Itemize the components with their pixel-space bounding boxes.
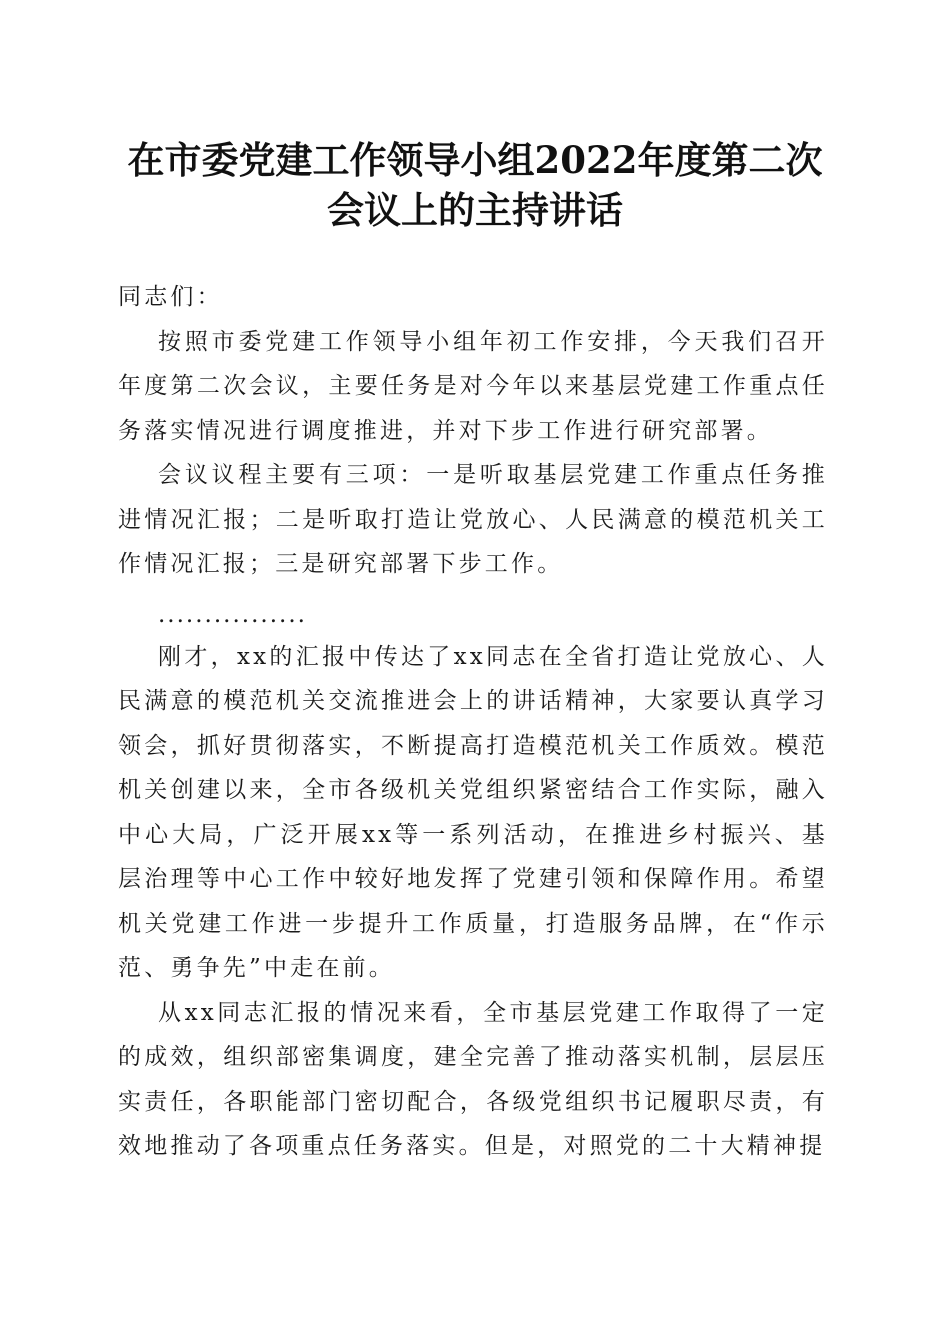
paragraph: 从xx同志汇报的情况来看，全市基层党建工作取得了一定的成效，组织部密集调度，建全完善了推动落实机制，层层压实责任，各职能部门密切配合，各级党组织书记履职尽责，有效地推动了各项重点任务落实。但是，对照党的二十大精神提 [118, 999, 828, 1159]
salutation: 同志们： [118, 284, 223, 310]
paragraph: 会议议程主要有三项：一是听取基层党建工作重点任务推进情况汇报；二是听取打造让党放心、人民满意的模范机关工作情况汇报；三是研究部署下步工作。 [118, 462, 828, 577]
paragraph: 刚才，xx的汇报中传达了xx同志在全省打造让党放心、人民满意的模范机关交流推进会上的讲话精神，大家要认真学习领会，抓好贯彻落实，不断提高打造模范机关工作质效。模范机关创建以来，全市各级机关党组织紧密结合工作实际，融入中心大局，广泛开展xx等一系列活动，在推进乡村振兴、基层治理等中心工作中较好地发挥了党建引领和保障作用。希望机关党建工作进一步提升工作质量，打造服务品牌，在“作示范、勇争先”中走在前。 [118, 643, 828, 981]
document-title: 在市委党建工作领导小组2022年度第二次会议上的主持讲话 [127, 138, 823, 232]
paragraph: 按照市委党建工作领导小组年初工作安排，今天我们召开年度第二次会议，主要任务是对今年以来基层党建工作重点任务落实情况进行调度推进，并对下步工作进行研究部署。 [118, 328, 828, 444]
ellipsis-separator: ................ [158, 601, 307, 628]
document-body [118, 275, 828, 1169]
